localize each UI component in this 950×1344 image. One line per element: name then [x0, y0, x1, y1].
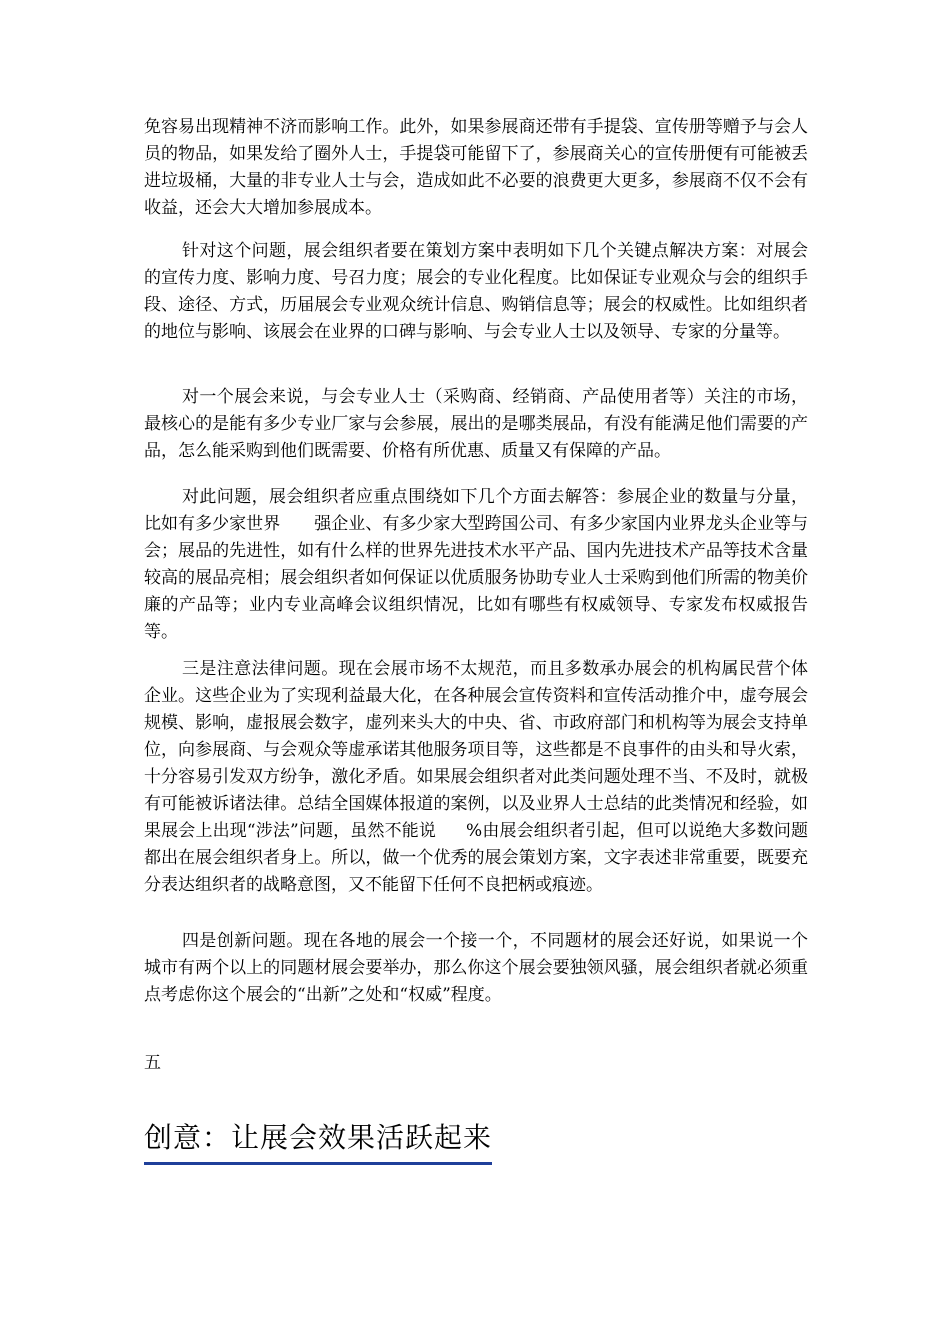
- paragraph-innovation: 四是创新问题。现在各地的展会一个接一个，不同题材的展会还好说，如果说一个城市有两个以上的同题材展会要举办，那么你这个展会要独领风骚，展会组织者就必须重点考虑你这个展会的“出新”之处和“权威”程度。: [144, 931, 808, 1005]
- paragraph-answer-aspects-part2: 强企业、有多少家大型跨国公司、有多少家国内业界龙头企业等与会；展品的先进性，如有什么样的世界先进技术水平产品、国内先进技术产品等技术含量较高的展品亮相；展会组织者如何保证以优质服务协助专业人士采购到他们所需的物美价廉的产品等；业内专业高峰会议组织情况，比如有哪些有权威领导、专家发布权威报告等。: [144, 514, 809, 642]
- paragraph-answer-aspects-part1: 对此问题，展会组织者应重点围绕如下几个方面去解答：参展企业的数量与分量，比如有多少家世界: [144, 487, 808, 534]
- paragraph-legal-issues-part1: 三是注意法律问题。现在会展市场不太规范，而且多数承办展会的机构属民营个体企业。这些企业为了实现利益最大化，在各种展会宣传资料和宣传活动推介中，虚夸展会规模、影响，虚报展会数字，虚列来头大的中央、省、市政府部门和机构等为展会支持单位，向参展商、与会观众等虚承诺其他服务项目等，这些都是不良事件的由头和导火索，十分容易引发双方纷争，激化矛盾。如果展会组织者对此类问题处理不当、不及时，就极有可能被诉诸法律。总结全国媒体报道的案例，以及业界人士总结的此类情况和经验，如果展会上出现“涉法”问题，虽然不能说: [144, 659, 808, 841]
- paragraph-answer-aspects: [144, 484, 808, 646]
- paragraph-key-solutions: 针对这个问题，展会组织者要在策划方案中表明如下几个关键点解决方案：对展会的宣传力度、影响力度、号召力度；展会的专业化程度。比如保证专业观众与会的组织手段、途径、方式，历届展会专业观众统计信息、购销信息等；展会的权威性。比如组织者的地位与影响、该展会在业界的口碑与影响、与会专业人士以及领导、专家的分量等。: [144, 241, 808, 342]
- section-number: 五: [144, 1053, 161, 1073]
- paragraph-professional-focus: 对一个展会来说，与会专业人士（采购商、经销商、产品使用者等）关注的市场，最核心的是能有多少专业厂家与会参展，展出的是哪类展品，有没有能满足他们需要的产品，怎么能采购到他们既需要、价格有所优惠、质量又有保障的产品。: [144, 387, 808, 461]
- paragraph-cost-waste: 免容易出现精神不济而影响工作。此外，如果参展商还带有手提袋、宣传册等赠予与会人员的物品，如果发给了圈外人士，手提袋可能留下了，参展商关心的宣传册便有可能被丢进垃圾桶，大量的非专业人士与会，造成如此不必要的浪费更大更多，参展商不仅不会有收益，还会大大增加参展成本。: [144, 117, 808, 218]
- paragraph-legal-issues-part2: %由展会组织者引起，但可以说绝大多数问题都出在展会组织者身上。所以，做一个优秀的展会策划方案，文字表述非常重要，既要充分表达组织者的战略意图，又不能留下任何不良把柄或痕迹。: [144, 821, 808, 895]
- section-heading: 创意：让展会效果活跃起来: [144, 1116, 492, 1165]
- paragraph-legal-issues: [144, 656, 808, 899]
